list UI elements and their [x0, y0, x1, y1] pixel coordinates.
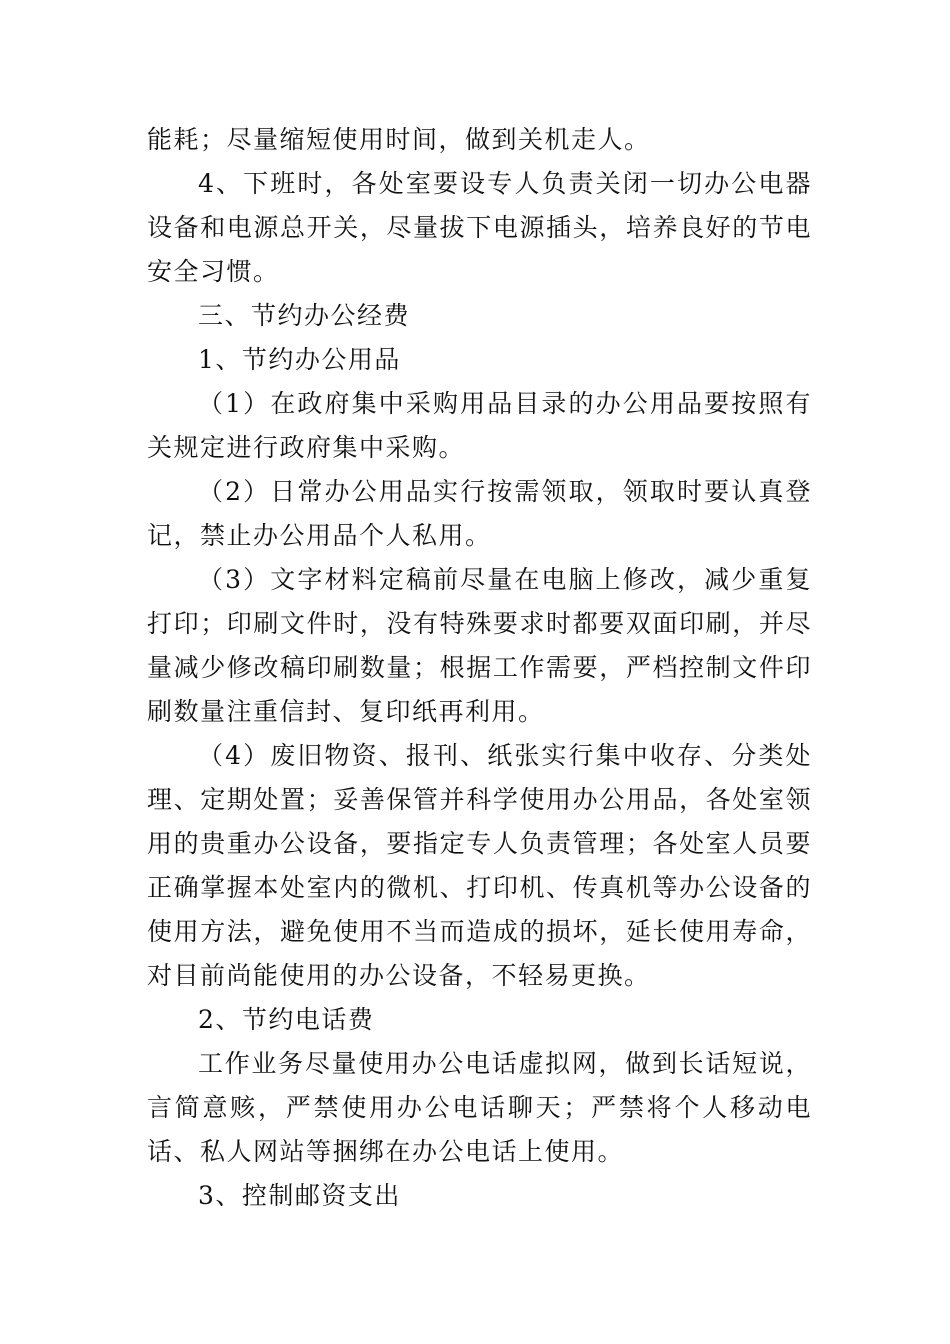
- subsection-heading-2: 2、节约电话费: [198, 1005, 375, 1034]
- paragraph-continuation: 能耗；尽量缩短使用时间，做到关机走人。: [147, 125, 651, 154]
- document-body: [147, 118, 812, 1218]
- subsection-heading-3: 3、控制邮资支出: [198, 1181, 401, 1210]
- paragraph-sub-2: （2）日常办公用品实行按需领取，领取时要认真登记，禁止办公用品个人私用。: [147, 477, 812, 550]
- paragraph-sub-1: （1）在政府集中采购用品目录的办公用品要按照有关规定进行政府集中采购。: [147, 389, 812, 462]
- subsection-heading-1: 1、节约办公用品: [198, 345, 401, 374]
- section-heading-3: 三、节约办公经费: [198, 301, 411, 330]
- paragraph-sub-4: （4）废旧物资、报刊、纸张实行集中收存、分类处理、定期处置；妥善保管并科学使用办公用品，各处室领用的贵重办公设备，要指定专人负责管理；各处室人员要正确掌握本处室内的微机、打印机、传真机等办公设备的使用方法，避免使用不当而造成的损坏，延长使用寿命，对目前尚能使用的办公设备，不轻易更换。: [147, 741, 812, 990]
- paragraph-item-4: 4、下班时，各处室要设专人负责关闭一切办公电器设备和电源总开关，尽量拔下电源插头，培养良好的节电安全习惯。: [147, 169, 812, 286]
- paragraph-sub-3: （3）文字材料定稿前尽量在电脑上修改，减少重复打印；印刷文件时，没有特殊要求时都要双面印刷，并尽量减少修改稿印刷数量；根据工作需要，严档控制文件印刷数量注重信封、复印纸再利用。: [147, 565, 812, 726]
- paragraph-phone: 工作业务尽量使用办公电话虚拟网，做到长话短说，言简意赅，严禁使用办公电话聊天；严禁将个人移动电话、私人网站等捆绑在办公电话上使用。: [147, 1049, 812, 1166]
